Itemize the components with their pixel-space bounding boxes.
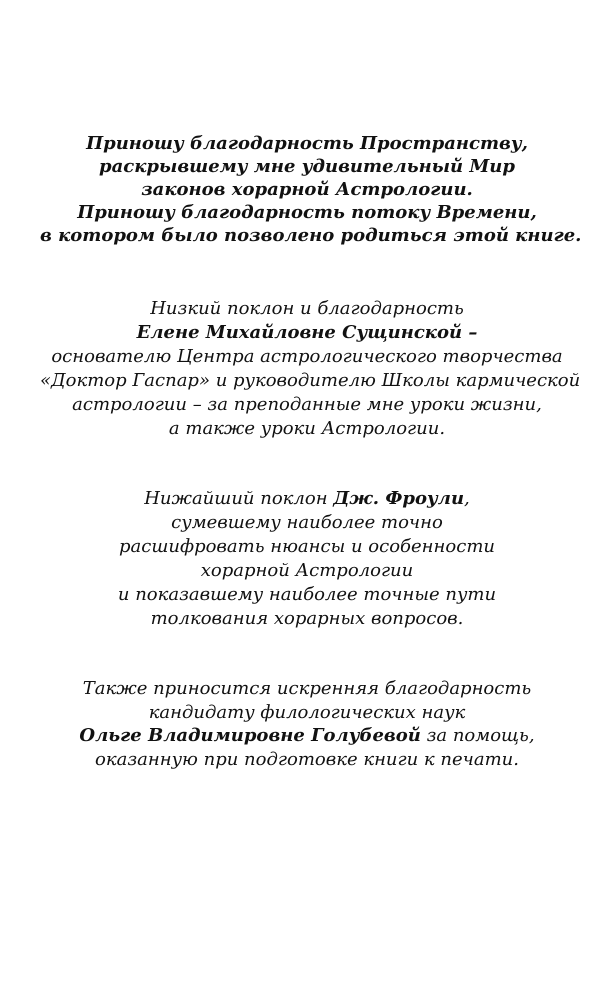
text-line: сумевшему наиболее точно	[171, 512, 443, 533]
text-line: хорарной Астрологии	[200, 560, 414, 581]
text-line	[40, 487, 574, 511]
gratitude-paragraph-space-time	[40, 132, 582, 247]
text-line: законов хорарной Астрологии.	[141, 179, 473, 200]
person-name: Ольге Владимировне Голубевой	[79, 725, 421, 746]
text-line: астрологии – за преподанные мне уроки жизни,	[72, 394, 542, 415]
person-name: Дж. Фроули	[333, 488, 465, 509]
text-line: а также уроки Астрологии.	[168, 418, 446, 439]
text-line: основателю Центра астрологического творчества	[51, 346, 563, 367]
text-line: «Доктор Гаспар» и руководителю Школы кармической	[40, 370, 581, 391]
person-name: Елене Михайловне Сущинской	[136, 322, 463, 343]
gratitude-paragraph-frawley	[40, 487, 574, 631]
line-prefix: Нижайший поклон	[144, 488, 334, 509]
text-line: Низкий поклон и благодарность	[150, 298, 464, 319]
text-line: и показавшему наиболее точные пути	[117, 584, 497, 605]
text-line: в котором было позволено родиться этой книге.	[40, 225, 582, 246]
gratitude-paragraph-sushchinskaya	[40, 297, 581, 441]
text-line: Также приносится искренняя благодарность	[82, 678, 532, 699]
gratitude-paragraph-golubeva	[40, 677, 574, 771]
text-line: толкования хорарных вопросов.	[150, 608, 464, 629]
text-line: Приношу благодарность Пространству,	[86, 133, 528, 154]
text-line: Приношу благодарность потоку Времени,	[77, 202, 537, 223]
text-line: оказанную при подготовке книги к печати.	[95, 748, 519, 770]
name-suffix: за помощь,	[420, 725, 535, 746]
name-suffix: –	[462, 322, 478, 343]
text-line: кандидату филологических наук	[148, 701, 466, 723]
text-line	[40, 724, 574, 748]
text-line: раскрывшему мне удивительный Мир	[99, 156, 515, 177]
text-line: расшифровать нюансы и особенности	[119, 536, 495, 557]
line-suffix: ,	[464, 488, 470, 509]
text-line	[40, 321, 574, 345]
